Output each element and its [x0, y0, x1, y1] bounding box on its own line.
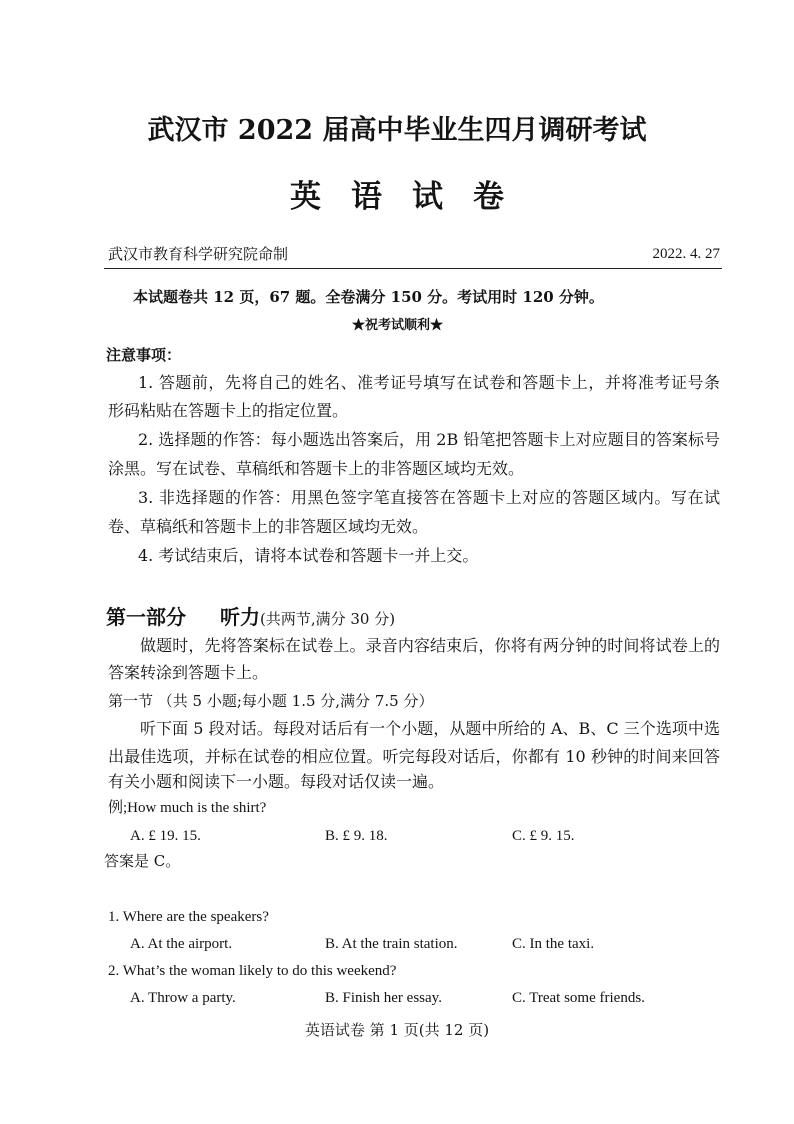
notice-item-2-line-1: 2. 选择题的作答：每小题选出答案后，用 2B 铅笔把答题卡上对应题目的答案标号 [138, 430, 720, 449]
notice-heading: 注意事项： [106, 346, 182, 364]
question-2-stem: 2. What’s the woman likely to do this weekend? [108, 963, 397, 979]
example-option-a: A. £ 19. 15. [130, 828, 201, 844]
notice-item-1-line-2: 形码粘贴在答题卡上的指定位置。 [108, 401, 349, 420]
issuer: 武汉市教育科学研究院命制 [108, 245, 289, 263]
exam-date: 2022. 4. 27 [652, 246, 720, 262]
example-option-b: B. £ 9. 18. [325, 828, 388, 844]
notice-item-2-line-2: 涂黑。写在试卷、草稿纸和答题卡上的非答题区域均无效。 [108, 459, 525, 478]
exam-subject-title: 英语试卷 [290, 179, 534, 215]
part1-intro-line-2: 答案转涂到答题卡上。 [108, 663, 269, 682]
notice-item-4-line-1: 4. 考试结束后，请将本试卷和答题卡一并上交。 [138, 546, 479, 565]
exam-summary: 本试题卷共 12 页，67 题。全卷满分 150 分。考试用时 120 分钟。 [133, 288, 604, 306]
question-2-options [0, 984, 794, 1012]
question-1-options [0, 930, 794, 958]
example-answer: 答案是 C。 [104, 852, 181, 870]
part1-title: 第一部分 [106, 605, 186, 629]
question-1-option-a: A. At the airport. [130, 936, 233, 952]
part1-heading [106, 602, 395, 632]
question-2-option-c: C. Treat some friends. [512, 990, 645, 1006]
part1-subject: 听力 [220, 605, 260, 629]
question-1-stem: 1. Where are the speakers? [108, 909, 269, 925]
example-question: 例;How much is the shirt? [108, 800, 267, 816]
notice-item-1-line-1: 1. 答题前，先将自己的姓名、准考证号填写在试卷和答题卡上，并将准考证号条 [138, 373, 720, 392]
exam-title: 武汉市 2022 届高中毕业生四月调研考试 [147, 115, 647, 146]
part1-intro-line-1: 做题时，先将答案标在试卷上。录音内容结束后，你将有两分钟的时间将试卷上的 [140, 636, 720, 655]
section1-heading: 第一节 （共 5 小题;每小题 1.5 分,满分 7.5 分） [108, 692, 434, 710]
section1-instruction-line-3: 有关小题和阅读下一小题。每段对话仅读一遍。 [108, 772, 445, 791]
question-2-option-a: A. Throw a party. [130, 990, 236, 1006]
good-luck-line: ★祝考试顺利★ [352, 318, 444, 333]
notice-item-3-line-2: 卷、草稿纸和答题卡上的非答题区域均无效。 [108, 517, 429, 536]
notice-item-3-line-1: 3. 非选择题的作答：用黑色签字笔直接答在答题卡上对应的答题区域内。写在试 [138, 488, 720, 507]
header-divider [104, 268, 722, 269]
question-2-option-b: B. Finish her essay. [325, 990, 442, 1006]
example-option-c: C. £ 9. 15. [512, 828, 575, 844]
section1-instruction-line-2: 出最佳选项，并标在试卷的相应位置。听完每段对话后，你都有 10 秒钟的时间来回答 [108, 747, 720, 766]
section1-instruction-line-1: 听下面 5 段对话。每段对话后有一个小题，从题中所给的 A、B、C 三个选项中选 [140, 719, 720, 738]
example-options [0, 822, 794, 850]
part1-score-note: (共两节,满分 30 分) [260, 610, 396, 628]
question-1-option-c: C. In the taxi. [512, 936, 595, 952]
page-footer: 英语试卷 第 1 页(共 12 页) [304, 1021, 490, 1039]
question-1-option-b: B. At the train station. [325, 936, 458, 952]
